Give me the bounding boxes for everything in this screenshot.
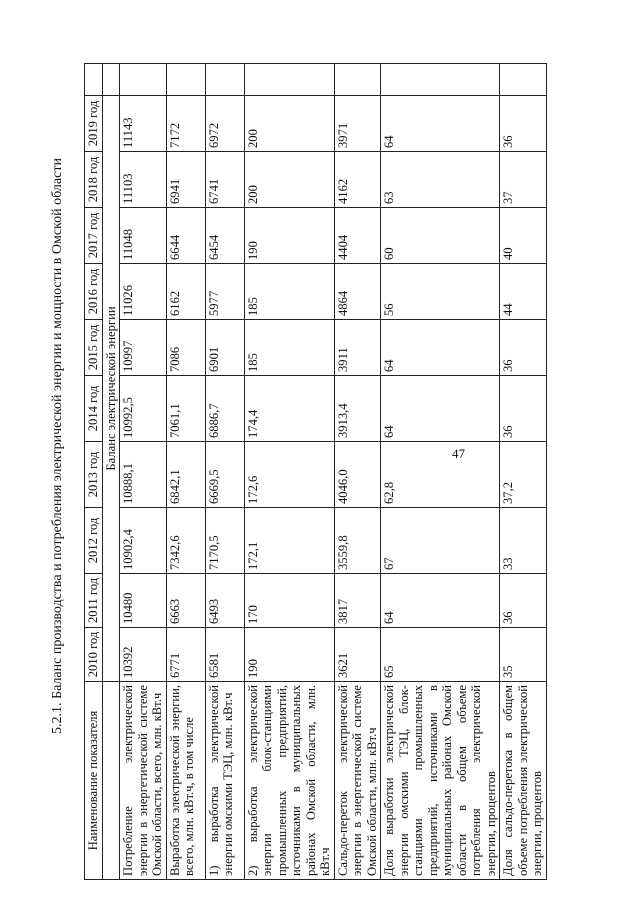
table-cell: 37 xyxy=(500,152,547,208)
table-cell: 33 xyxy=(500,508,547,574)
table-cell: 60 xyxy=(381,208,500,264)
table-cell: 67 xyxy=(381,508,500,574)
table-cell: 200 xyxy=(244,96,334,152)
indent-column xyxy=(205,64,244,96)
header-row xyxy=(85,64,103,880)
table-cell: 35 xyxy=(500,628,547,682)
table-row xyxy=(334,64,381,880)
header-year: 2017 год xyxy=(85,208,103,264)
indent-column xyxy=(500,64,547,96)
table-cell: 3621 xyxy=(334,628,381,682)
header-year: 2010 год xyxy=(85,628,103,682)
table-cell: 6741 xyxy=(205,152,244,208)
table-cell: 6771 xyxy=(166,628,205,682)
table-cell: 36 xyxy=(500,574,547,628)
table-cell: 174,4 xyxy=(244,376,334,442)
table-cell: 3911 xyxy=(334,320,381,376)
indent-column xyxy=(381,64,500,96)
table-cell: 40 xyxy=(500,208,547,264)
table-cell: 11143 xyxy=(120,96,167,152)
table-cell: 10997 xyxy=(120,320,167,376)
table-row xyxy=(381,64,500,880)
table-cell: 11026 xyxy=(120,264,167,320)
table-cell: 5977 xyxy=(205,264,244,320)
table-cell: 10392 xyxy=(120,628,167,682)
rotated-page-content xyxy=(50,12,586,880)
table-cell: 3817 xyxy=(334,574,381,628)
section-blank-cell xyxy=(102,682,120,880)
table-row xyxy=(205,64,244,880)
table-cell: 65 xyxy=(381,628,500,682)
table-cell: 6842,1 xyxy=(166,442,205,508)
row-label: 2) выработка электрической энергии блок-станциями промышленных предприятий, источниками в муниципальных районах Омской области, млн. кВт.ч xyxy=(244,682,334,880)
table-cell: 7172 xyxy=(166,96,205,152)
table-cell: 185 xyxy=(244,320,334,376)
indent-column xyxy=(102,64,120,96)
row-label: Доля сальдо-перетока в общем объеме потребления электрической энергии, процентов xyxy=(500,682,547,880)
table-cell: 64 xyxy=(381,96,500,152)
table-row xyxy=(120,64,167,880)
table-cell: 4864 xyxy=(334,264,381,320)
header-year: 2013 год xyxy=(85,442,103,508)
table-cell: 37,2 xyxy=(500,442,547,508)
table-cell: 190 xyxy=(244,208,334,264)
table-cell: 36 xyxy=(500,96,547,152)
table-cell: 4046,0 xyxy=(334,442,381,508)
table-cell: 44 xyxy=(500,264,547,320)
table-cell: 4162 xyxy=(334,152,381,208)
table-cell: 11048 xyxy=(120,208,167,264)
table-cell: 3971 xyxy=(334,96,381,152)
table-cell: 200 xyxy=(244,152,334,208)
table-cell: 3913,4 xyxy=(334,376,381,442)
table-cell: 172,1 xyxy=(244,508,334,574)
table-cell: 172,6 xyxy=(244,442,334,508)
header-year: 2012 год xyxy=(85,508,103,574)
indent-column xyxy=(85,64,103,96)
header-year: 2014 год xyxy=(85,376,103,442)
indent-column xyxy=(334,64,381,96)
table-cell: 4404 xyxy=(334,208,381,264)
table-cell: 6941 xyxy=(166,152,205,208)
table-cell: 64 xyxy=(381,574,500,628)
table-row xyxy=(500,64,547,880)
row-label: Доля выработки электрической энергии омскими ТЭЦ, блок-станциями промышленных предприятий, источниками в муниципальных районах Омской области в общем объеме потребления электрической энергии, процентов xyxy=(381,682,500,880)
table-cell: 10888,1 xyxy=(120,442,167,508)
table-cell: 7170,5 xyxy=(205,508,244,574)
table-cell: 6162 xyxy=(166,264,205,320)
table-cell: 10992,5 xyxy=(120,376,167,442)
table-caption: 5.2.1. Баланс производства и потребления электрической энергии и мощности в Омской области xyxy=(50,158,65,734)
table-cell: 64 xyxy=(381,320,500,376)
table-cell: 63 xyxy=(381,152,500,208)
table-cell: 36 xyxy=(500,320,547,376)
indent-column xyxy=(120,64,167,96)
section-row xyxy=(102,64,120,880)
table-cell: 6493 xyxy=(205,574,244,628)
table-cell: 6581 xyxy=(205,628,244,682)
table-row xyxy=(244,64,334,880)
table-cell: 7086 xyxy=(166,320,205,376)
table-cell: 185 xyxy=(244,264,334,320)
header-year: 2018 год xyxy=(85,152,103,208)
table-cell: 6886,7 xyxy=(205,376,244,442)
table-cell: 6454 xyxy=(205,208,244,264)
section-title: Баланс электрической энергии xyxy=(102,96,120,682)
table-cell: 3559,8 xyxy=(334,508,381,574)
table-cell: 6901 xyxy=(205,320,244,376)
header-indicator-name: Наименование показателя xyxy=(85,682,103,880)
table-cell: 11103 xyxy=(120,152,167,208)
table-cell: 64 xyxy=(381,376,500,442)
table-cell: 62,8 xyxy=(381,442,500,508)
table-cell: 6669,5 xyxy=(205,442,244,508)
table-cell: 7342,6 xyxy=(166,508,205,574)
row-label: Сальдо-переток электрической энергии в энергетической системе Омской области, млн. кВт.ч xyxy=(334,682,381,880)
indent-column xyxy=(166,64,205,96)
row-label: Потребление электрической энергии в энергетической системе Омской области, всего, млн. кВт.ч xyxy=(120,682,167,880)
table-cell: 6663 xyxy=(166,574,205,628)
page-number: 47 xyxy=(452,446,465,461)
table-cell: 7061,1 xyxy=(166,376,205,442)
table-cell: 36 xyxy=(500,376,547,442)
header-year: 2011 год xyxy=(85,574,103,628)
table-cell: 6972 xyxy=(205,96,244,152)
row-label: Выработка электрической энергии, всего, млн. кВт.ч, в том числе xyxy=(166,682,205,880)
row-label: 1) выработка электрической энергии омскими ТЭЦ, млн. кВт.ч xyxy=(205,682,244,880)
table-row xyxy=(166,64,205,880)
table-cell: 10902,4 xyxy=(120,508,167,574)
indent-column xyxy=(244,64,334,96)
header-year: 2015 год xyxy=(85,320,103,376)
table-cell: 10480 xyxy=(120,574,167,628)
header-year: 2016 год xyxy=(85,264,103,320)
energy-balance-table xyxy=(84,63,547,880)
table-cell: 6644 xyxy=(166,208,205,264)
table-cell: 190 xyxy=(244,628,334,682)
table-cell: 170 xyxy=(244,574,334,628)
table-cell: 56 xyxy=(381,264,500,320)
header-year: 2019 год xyxy=(85,96,103,152)
